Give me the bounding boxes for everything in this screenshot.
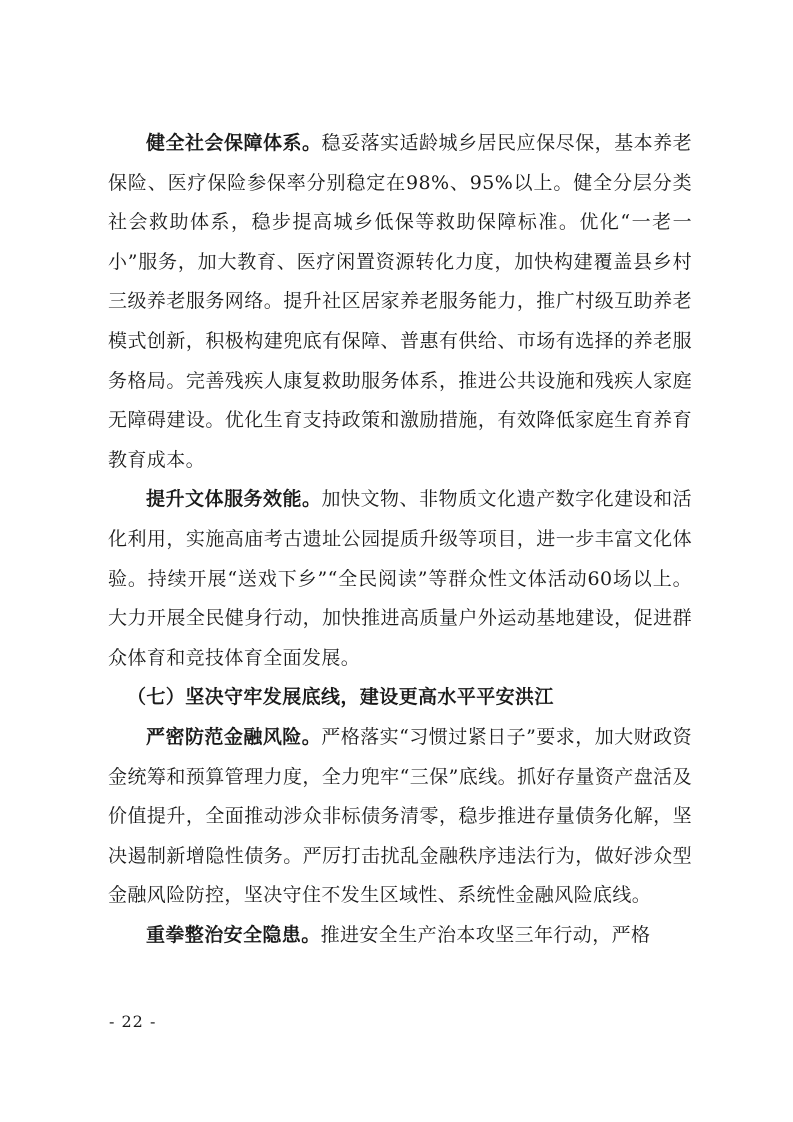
paragraph-text: 加快文物、非物质文化遗产数字化建设和活化利用，实施高庙考古遗址公园提质升级等项目，进一步丰富文化体验。持续开展“送戏下乡”“全民阅读”等群众性文体活动60场以上。大力开展全民健身行动，加快推进高质量户外运动基地建设，促进群众体育和竞技体育全面发展。 xyxy=(108,488,692,669)
document-body xyxy=(108,124,692,955)
section-heading: （七）坚决守牢发展底线，建设更高水平平安洪江 xyxy=(127,686,554,709)
paragraph-text: 推进安全生产治本攻坚三年行动，严格 xyxy=(320,923,651,946)
paragraph-text: 稳妥落实适龄城乡居民应保尽保，基本养老保险、医疗保险参保率分别稳定在98%、95%以上。健全分层分类社会救助体系，稳步提高城乡低保等救助保障标准。优化“一老一小”服务，加大教育、医疗闲置资源转化力度，加快构建覆盖县乡村三级养老服务网络。提升社区居家养老服务能力，推广村级互助养老模式创新，积极构建兜底有保障、普惠有供给、市场有选择的养老服务格局。完善残疾人康复救助服务体系，推进公共设施和残疾人家庭无障碍建设。优化生育支持政策和激励措施，有效降低家庭生育养育教育成本。 xyxy=(108,132,692,471)
paragraph-lead: 提升文体服务效能。 xyxy=(146,488,322,511)
paragraph-social-security xyxy=(108,124,692,480)
paragraph-financial-risk xyxy=(108,718,692,916)
paragraph-lead: 健全社会保障体系。 xyxy=(146,132,322,154)
paragraph-lead: 严密防范金融风险。 xyxy=(146,725,322,748)
paragraph-lead: 重拳整治安全隐患。 xyxy=(146,923,321,946)
paragraph-text: 严格落实“习惯过紧日子”要求，加大财政资金统筹和预算管理力度，全力兜牢“三保”底线。抓好存量资产盘活及价值提升，全面推动涉众非标债务清零，稳步推进存量债务化解，坚决遏制新增隐性债务。严厉打击扰乱金融秩序违法行为，做好涉众型金融风险防控，坚决守住不发生区域性、系统性金融风险底线。 xyxy=(108,725,692,907)
paragraph-culture-sports xyxy=(108,480,692,678)
page-number: - 22 - xyxy=(109,1012,157,1031)
paragraph-safety-hazards xyxy=(108,916,692,956)
